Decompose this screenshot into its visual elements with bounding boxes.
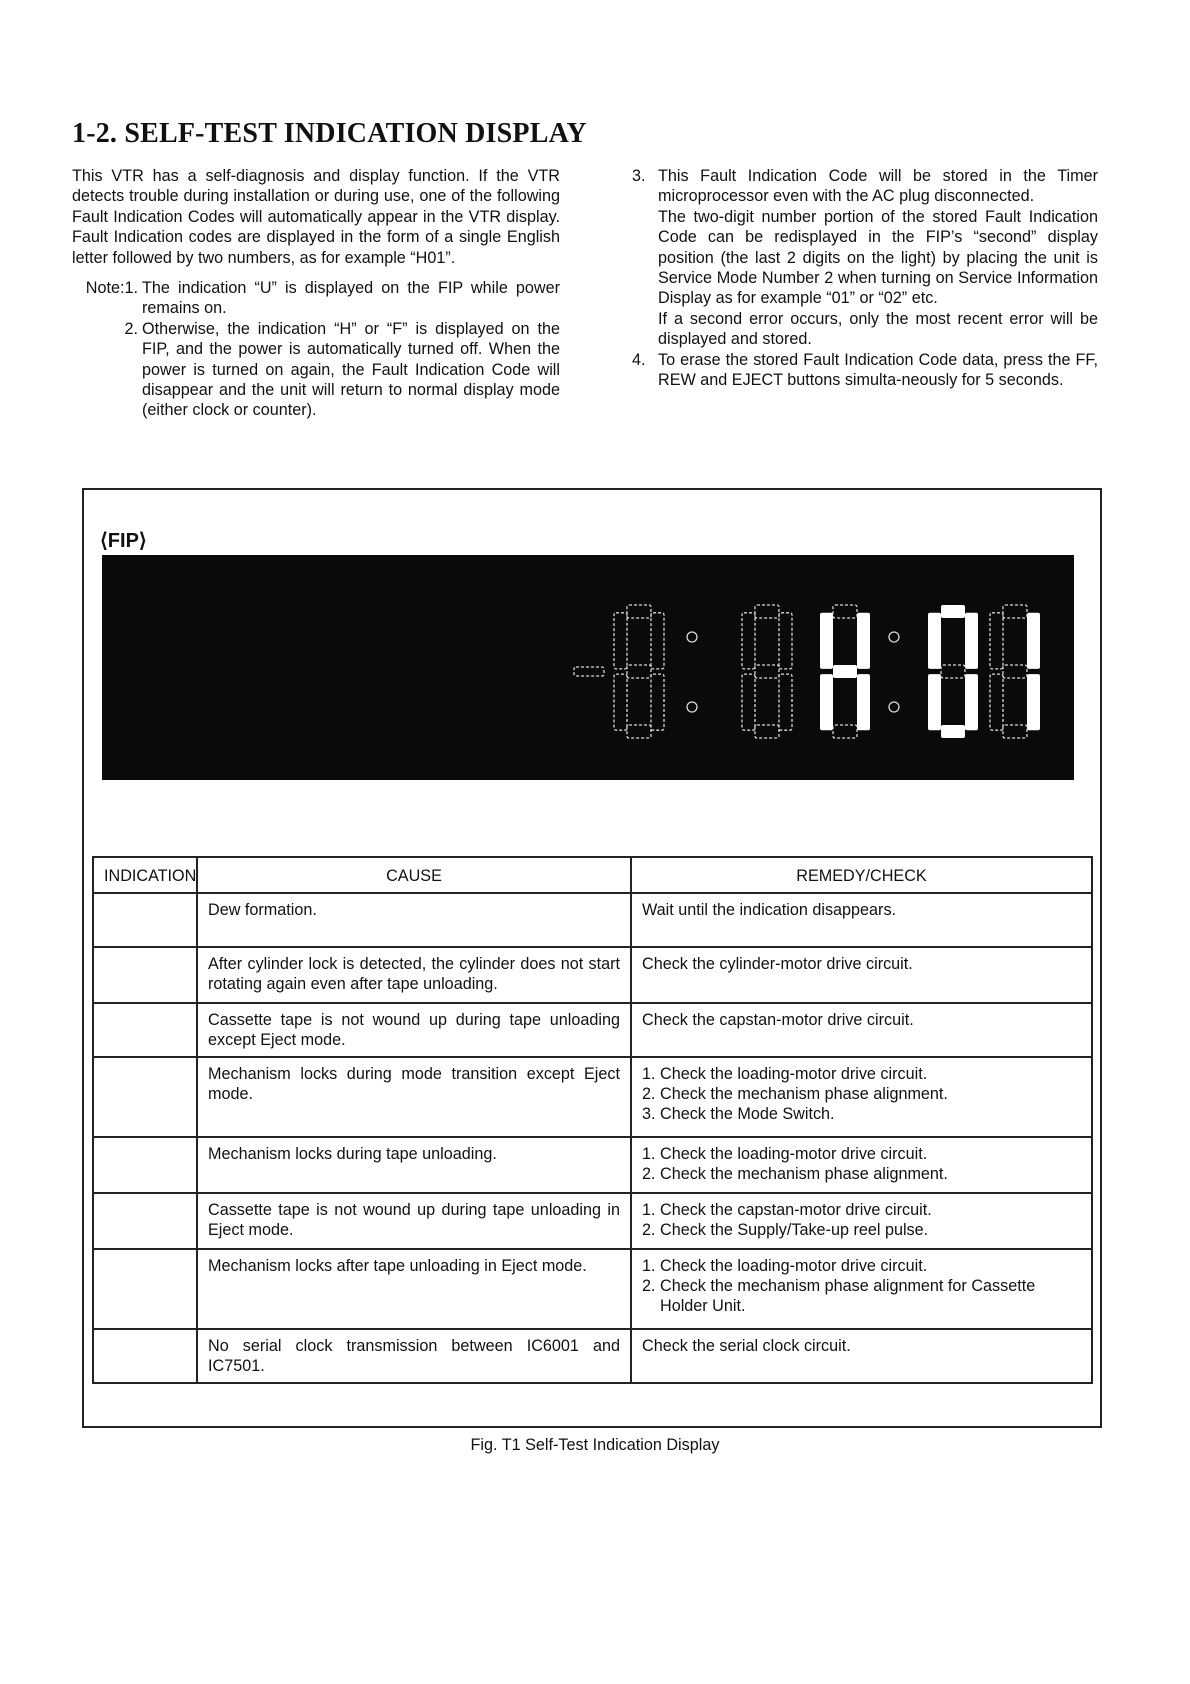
table-row [93,1003,1092,1057]
code-7-char-0-seg-f [106,1339,110,1355]
code-4-char-1-seg-f [146,1148,150,1164]
code-1-char-1-seg-a [150,956,160,960]
code-3-char-2-seg-d [174,1112,184,1116]
fip-digit-2-ghost-f [742,613,755,669]
indication-code-f04 [100,1142,192,1188]
code-5-char-1-seg-e [146,1222,150,1238]
code-6-char-2-seg-f [170,1272,174,1288]
code-7-char-0-seg-g [110,1354,120,1358]
code-2-char-2-seg-d [174,1045,184,1049]
header-indication: INDICATION [93,857,197,893]
remedy-item-text: Check the mechanism phase alignment. [660,1085,948,1103]
code-1-char-0-seg-c [120,976,124,992]
code-0-char-2-seg-d [174,935,184,939]
code-3-char-0-seg-e [106,1098,110,1114]
remedy-item [642,1220,1081,1240]
fip-digit-5-seg-c [1027,674,1040,730]
indication-code-f05 [100,1198,192,1244]
code-6-char-2-seg-c [184,1290,188,1306]
code-1-char-0-seg-e [106,976,110,992]
fip-display [102,555,1074,780]
fip-digit-3-ghost-d [833,725,857,738]
cause-cell: Mechanism locks during mode transition except Eject mode. [197,1057,631,1137]
fip-digit-1-ghost-d [627,725,651,738]
indication-cell [93,1137,197,1193]
indication-cell [93,1057,197,1137]
remedy-item [642,1084,1081,1104]
code-3-char-1-seg-b [160,1080,164,1096]
header-cause: CAUSE [197,857,631,893]
code-5-char-2-seg-g [174,1219,184,1223]
section-title: 1-2. SELF-TEST INDICATION DISPLAY [72,118,587,149]
remedy-item-text: Check the Supply/Take-up reel pulse. [660,1221,929,1239]
remedy-item-text: Check the loading-motor drive circuit. [660,1257,928,1275]
fip-digit-5-seg-b [1027,613,1040,669]
code-3-char-0-seg-a [110,1078,120,1082]
code-3-char-1-seg-d [150,1112,160,1116]
remedy-cell: Check the cylinder-motor drive circuit. [631,947,1092,1003]
code-0-char-1-seg-c [160,921,164,937]
code-1-char-1-seg-c [160,976,164,992]
fip-digit-4-seg-b [965,613,978,669]
indication-cell [93,1329,197,1383]
indication-code-f09 [100,1333,192,1379]
code-0-char-0-seg-e [106,921,110,937]
fip-colon-dot-3 [889,632,899,642]
code-4-char-0-seg-g [110,1163,120,1167]
fault-code-table [92,856,1093,1384]
indication-code-text [100,1379,101,1380]
points-column [632,166,1098,390]
fip-digits [102,555,1074,780]
indication-code-text [100,943,101,944]
fip-colon-dot-4 [889,702,899,712]
code-7-char-2-seg-a [174,1337,184,1341]
fip-digit-2-ghost-g [755,665,779,678]
cause-cell: After cylinder lock is detected, the cylinder does not start rotating again even after tape unloading. [197,947,631,1003]
remedy-cell: Check the capstan-motor drive circuit. [631,1003,1092,1057]
fip-digit-5-ghost-g [1003,665,1027,678]
code-3-char-0-seg-f [106,1080,110,1096]
intro-paragraph: This VTR has a self-diagnosis and display function. If the VTR detects trouble during installation or during use, one of the following Fault Indication Codes will automatically appear in the VTR display. Fault Indication codes are displayed in the form of a single English letter followed by two numbers, as for example “H01”. [72,167,560,267]
code-2-char-2-seg-e [170,1031,174,1047]
code-7-char-0-seg-e [106,1357,110,1373]
fip-digit-3-seg-c [857,674,870,730]
code-5-char-0-seg-f [106,1204,110,1220]
code-5-char-2-seg-f [170,1204,174,1220]
fip-digit-3-seg-b [857,613,870,669]
cause-cell: Dew formation. [197,893,631,947]
remedy-item-num: 2. [642,1277,656,1295]
fip-digit-5-ghost-e [990,674,1003,730]
intro-column [72,166,560,421]
remedy-item-num: 2. [642,1085,656,1103]
cause-cell: Mechanism locks during tape unloading. [197,1137,631,1193]
code-2-char-1-seg-c [160,1031,164,1047]
code-7-char-2-seg-b [184,1339,188,1355]
fip-digit-2-ghost-a [755,605,779,618]
code-1-char-0-seg-g [110,973,120,977]
fip-colon-dot-1 [687,632,697,642]
code-5-char-2-seg-a [174,1202,184,1206]
fip-digit-3-seg-f [820,613,833,669]
table-row [93,1193,1092,1249]
code-6-char-0-seg-g [110,1287,120,1291]
cause-cell: Cassette tape is not wound up during tape unloading in Eject mode. [197,1193,631,1249]
fip-digit-1-ghost-g [627,665,651,678]
fip-digit-4-seg-f [928,613,941,669]
code-5-char-1-seg-d [150,1236,160,1240]
remedy-item-num: 1. [642,1201,656,1219]
code-5-char-1-seg-b [160,1204,164,1220]
code-6-char-2-seg-a [174,1270,184,1274]
remedy-item-num: 2. [642,1165,656,1183]
indication-code-text [100,1244,101,1245]
indication-code-text [100,998,101,999]
code-2-char-2-seg-b [184,1013,188,1029]
code-4-char-2-seg-g [174,1163,184,1167]
code-6-char-2-seg-e [170,1290,174,1306]
fip-label: ⟨FIP⟩ [100,530,147,552]
indication-code-text [100,1120,101,1121]
code-0-char-0-seg-f [106,903,110,919]
table-row [93,947,1092,1003]
remedy-item [642,1256,1081,1276]
fip-digit-3-seg-g [833,665,857,678]
point-4 [632,350,1098,391]
indication-code-f03 [100,1074,192,1120]
code-3-char-1-seg-a [150,1078,160,1082]
fip-digit-4-seg-d [941,725,965,738]
indication-code-h02 [100,1007,192,1053]
code-6-char-2-seg-d [174,1304,184,1308]
remedy-item [642,1064,1081,1084]
code-1-char-0-seg-b [120,958,124,974]
code-6-char-0-seg-e [106,1290,110,1306]
code-1-char-2-seg-b [184,958,188,974]
indication-code-text [100,1312,101,1313]
note-1-text: The indication “U” is displayed on the FIP while power remains on. [142,279,560,318]
remedy-item [642,1104,1081,1124]
fip-digit-3-ghost-a [833,605,857,618]
indication-cell [93,947,197,1003]
code-1-char-1-seg-f [146,958,150,974]
code-2-char-1-seg-d [150,1045,160,1049]
code-5-char-0-seg-g [110,1219,120,1223]
fip-digit-1-ghost-f [614,613,627,669]
point-3-num: 3. [632,167,646,185]
header-remedy: REMEDY/CHECK [631,857,1092,893]
remedy-item [642,1200,1081,1220]
code-0-char-2-seg-a [174,901,184,905]
cause-cell: Mechanism locks after tape unloading in Eject mode. [197,1249,631,1329]
remedy-item-text: Check the capstan-motor drive circuit. [660,1201,932,1219]
code-2-char-0-seg-e [106,1031,110,1047]
code-5-char-1-seg-c [160,1222,164,1238]
fip-colon-dot-2 [687,702,697,712]
code-1-char-2-seg-c [184,976,188,992]
table-header-row [93,857,1092,893]
code-6-char-1-seg-b [160,1272,164,1288]
code-3-char-1-seg-f [146,1080,150,1096]
note-1 [72,278,560,319]
code-0-char-0-seg-d [110,935,120,939]
remedy-item-num: 1. [642,1257,656,1275]
table-row [93,1329,1092,1383]
code-4-char-1-seg-e [146,1166,150,1182]
code-0-char-1-seg-b [160,903,164,919]
cause-cell: Cassette tape is not wound up during tape unloading except Eject mode. [197,1003,631,1057]
code-3-char-1-seg-c [160,1098,164,1114]
fip-digit-4-seg-e [928,674,941,730]
code-6-char-1-seg-d [150,1304,160,1308]
code-6-char-0-seg-f [106,1272,110,1288]
remedy-item-text: Check the mechanism phase alignment. [660,1165,948,1183]
fip-digit-2-ghost-b [779,613,792,669]
remedy-item-num: 2. [642,1221,656,1239]
table-row [93,893,1092,947]
remedy-item [642,1276,1081,1316]
code-7-char-2-seg-c [184,1357,188,1373]
code-1-char-0-seg-f [106,958,110,974]
remedy-item-text: Check the Mode Switch. [660,1105,835,1123]
code-5-char-1-seg-f [146,1204,150,1220]
code-7-char-2-seg-f [170,1339,174,1355]
code-2-char-1-seg-f [146,1013,150,1029]
note-2-num: 2. [124,319,138,338]
note-label: Note:1. [85,279,138,298]
remedy-item-num: 3. [642,1105,656,1123]
code-3-char-0-seg-g [110,1095,120,1099]
remedy-item [642,1164,1081,1184]
code-4-char-2-seg-f [170,1148,174,1164]
code-6-char-1-seg-f [146,1272,150,1288]
indication-code-text [100,1188,101,1189]
code-4-char-0-seg-a [110,1146,120,1150]
note-2-text: Otherwise, the indication “H” or “F” is displayed on the FIP, and the power is automatically turned off. When the power is turned on again, the Fault Indication Code will disappear and the unit will return to normal display mode (either clock or counter). [142,319,560,420]
figure-caption: Fig. T1 Self-Test Indication Display [470,1436,720,1454]
code-2-char-0-seg-g [110,1028,120,1032]
indication-cell [93,1003,197,1057]
remedy-item-text: Check the loading-motor drive circuit. [660,1145,928,1163]
fip-digit-4-seg-a [941,605,965,618]
code-0-char-0-seg-c [120,921,124,937]
table-row [93,1249,1092,1329]
fip-digit-1-ghost-e [614,674,627,730]
indication-code-h01 [100,952,192,998]
fip-digit-4-seg-c [965,674,978,730]
point-3-extra: The two-digit number portion of the stored Fault Indication Code can be redisplayed in the FIP’s “second” display position (the last 2 digits on the light) by placing the unit is Service Mode Number 2 when turning on Service Information Display as for example “01” or “02” etc. [658,207,1098,308]
code-5-char-1-seg-a [150,1202,160,1206]
remedy-item [642,1144,1081,1164]
remedy-cell [631,1057,1092,1137]
code-7-char-2-seg-g [174,1354,184,1358]
code-2-char-2-seg-a [174,1011,184,1015]
remedy-cell: Wait until the indication disappears. [631,893,1092,947]
remedy-item-num: 1. [642,1065,656,1083]
code-7-char-1-seg-a [150,1337,160,1341]
code-0-char-0-seg-b [120,903,124,919]
code-4-char-1-seg-b [160,1148,164,1164]
indication-cell [93,1249,197,1329]
code-2-char-0-seg-b [120,1013,124,1029]
fip-digit-1-ghost-b [651,613,664,669]
code-1-char-1-seg-e [146,976,150,992]
code-6-char-1-seg-a [150,1270,160,1274]
table-row [93,1057,1092,1137]
code-2-char-1-seg-a [150,1011,160,1015]
indication-code-f06 [100,1266,192,1312]
code-0-char-2-seg-f [170,903,174,919]
code-6-char-1-seg-e [146,1290,150,1306]
remedy-cell [631,1137,1092,1193]
code-7-char-2-seg-d [174,1371,184,1375]
code-4-char-1-seg-d [150,1180,160,1184]
indication-code-u10 [100,897,192,943]
fip-digit-5-ghost-f [990,613,1003,669]
fip-digit-2-ghost-d [755,725,779,738]
code-4-char-1-seg-c [160,1166,164,1182]
code-7-char-1-seg-f [146,1339,150,1355]
fip-digit-5-ghost-a [1003,605,1027,618]
code-4-char-0-seg-f [106,1148,110,1164]
note-2 [72,319,560,421]
code-0-char-2-seg-c [184,921,188,937]
code-7-char-1-seg-e [146,1357,150,1373]
remedy-cell [631,1193,1092,1249]
code-5-char-0-seg-e [106,1222,110,1238]
code-4-char-2-seg-c [184,1166,188,1182]
point-3-extra2: If a second error occurs, only the most recent error will be displayed and stored. [658,309,1098,349]
remedy-item-text: Check the loading-motor drive circuit. [660,1065,928,1083]
code-4-char-2-seg-b [184,1148,188,1164]
point-3-text: This Fault Indication Code will be stored in the Timer microprocessor even with the AC plug disconnected. [658,167,1098,206]
point-3 [632,166,1098,350]
code-6-char-1-seg-c [160,1290,164,1306]
fip-minus [574,667,604,676]
point-4-num: 4. [632,350,646,369]
indication-code-text [100,1053,101,1054]
code-7-char-1-seg-b [160,1339,164,1355]
code-2-char-1-seg-b [160,1013,164,1029]
fip-digit-4-ghost-g [941,665,965,678]
code-6-char-2-seg-g [174,1287,184,1291]
code-3-char-2-seg-b [184,1080,188,1096]
fip-digit-2-ghost-c [779,674,792,730]
cause-cell: No serial clock transmission between IC6001 and IC7501. [197,1329,631,1383]
fip-digit-2-ghost-e [742,674,755,730]
code-1-char-1-seg-d [150,990,160,994]
code-2-char-1-seg-e [146,1031,150,1047]
code-5-char-2-seg-d [174,1236,184,1240]
fip-digit-5-ghost-d [1003,725,1027,738]
remedy-cell: Check the serial clock circuit. [631,1329,1092,1383]
code-6-char-0-seg-a [110,1270,120,1274]
code-7-char-0-seg-a [110,1337,120,1341]
remedy-cell [631,1249,1092,1329]
indication-cell [93,893,197,947]
code-3-char-1-seg-e [146,1098,150,1114]
remedy-item-text: Check the mechanism phase alignment for Cassette Holder Unit. [660,1277,1036,1315]
code-7-char-1-seg-d [150,1371,160,1375]
code-5-char-2-seg-c [184,1222,188,1238]
code-1-char-1-seg-b [160,958,164,974]
code-5-char-0-seg-a [110,1202,120,1206]
code-3-char-2-seg-a [174,1078,184,1082]
code-2-char-0-seg-f [106,1013,110,1029]
fip-digit-1-ghost-a [627,605,651,618]
code-3-char-2-seg-c [184,1098,188,1114]
code-4-char-0-seg-e [106,1166,110,1182]
fip-digit-1-ghost-c [651,674,664,730]
fip-digit-3-seg-e [820,674,833,730]
code-2-char-2-seg-g [174,1028,184,1032]
code-3-char-2-seg-g [174,1095,184,1099]
remedy-item-num: 1. [642,1145,656,1163]
code-7-char-1-seg-c [160,1357,164,1373]
code-0-char-2-seg-e [170,921,174,937]
table-row [93,1137,1092,1193]
indication-cell [93,1193,197,1249]
code-0-char-2-seg-b [184,903,188,919]
point-4-text: To erase the stored Fault Indication Code data, press the FF, REW and EJECT buttons simulta-neously for 5 seconds. [658,350,1098,390]
code-4-char-1-seg-a [150,1146,160,1150]
code-2-char-0-seg-c [120,1031,124,1047]
